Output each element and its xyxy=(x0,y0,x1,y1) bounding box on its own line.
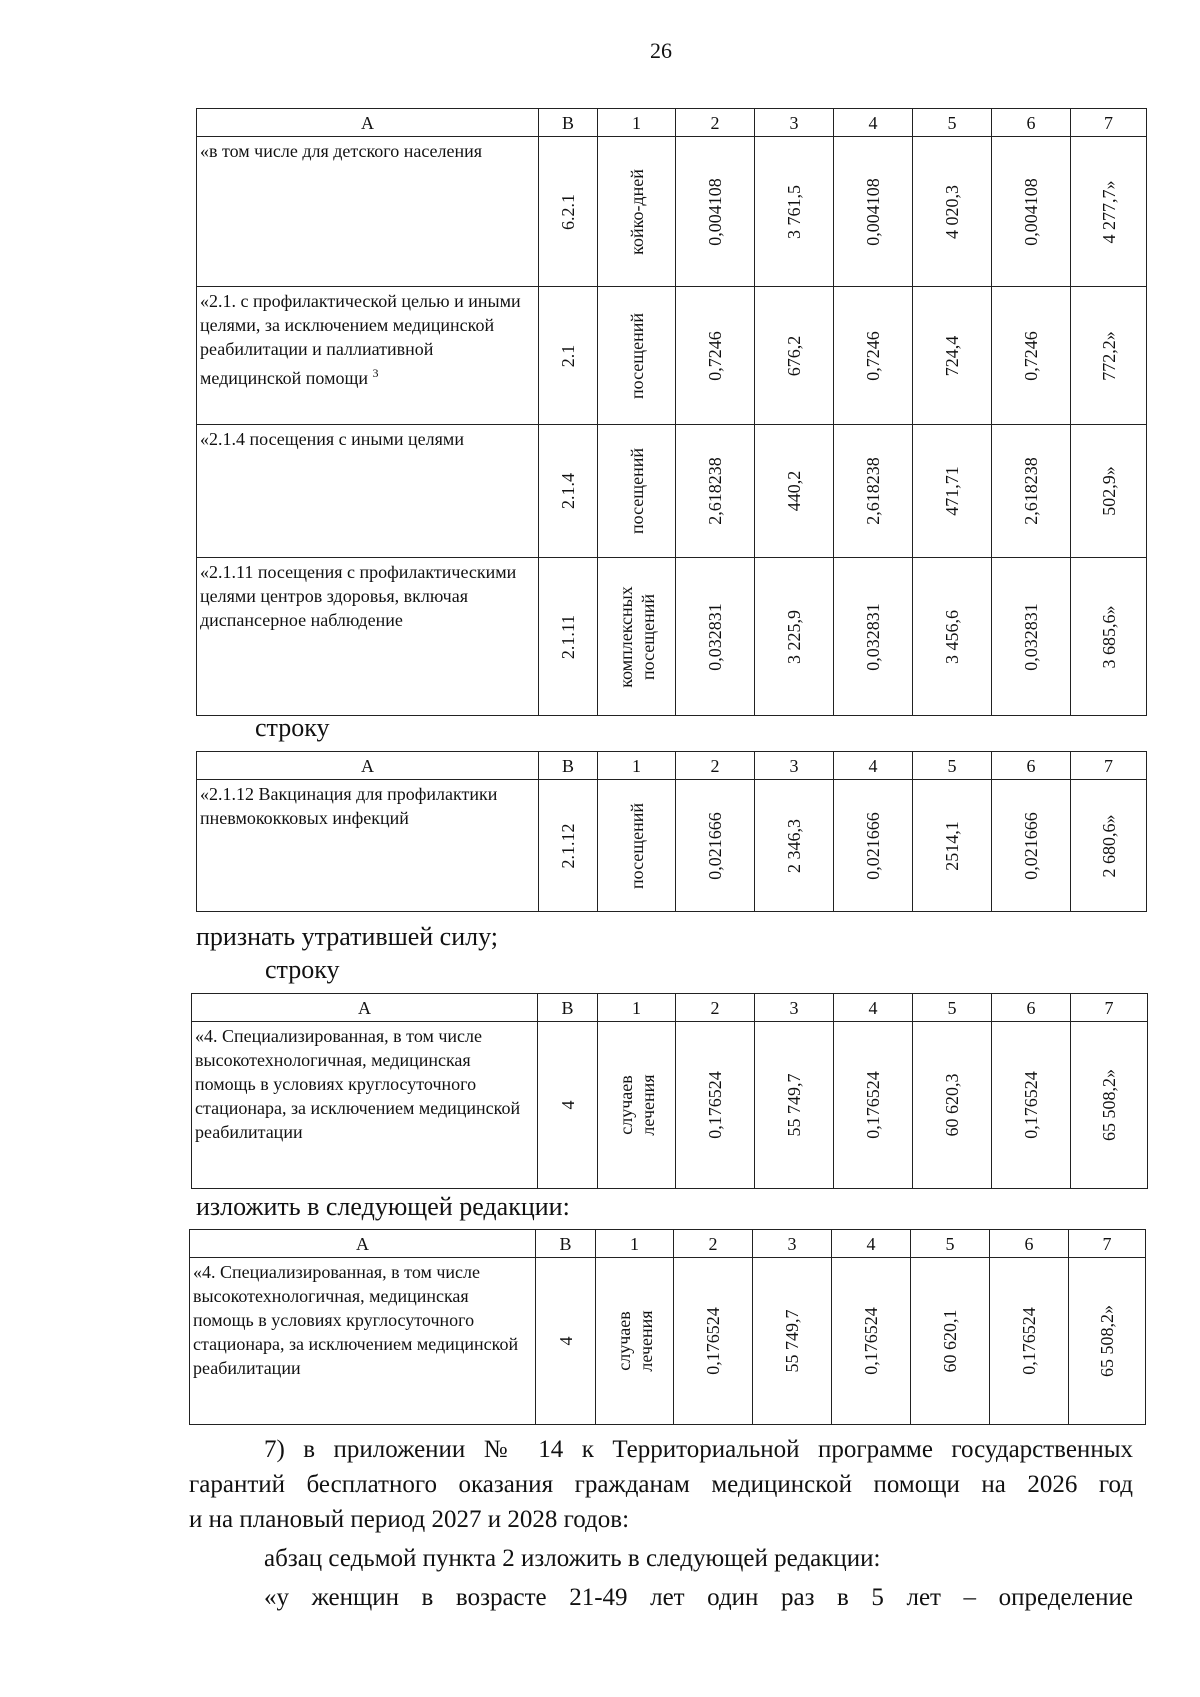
value-cell xyxy=(992,780,1071,912)
value-cell xyxy=(992,1022,1071,1189)
value-cell xyxy=(911,1258,990,1425)
rotated-value: случаев лечения xyxy=(613,1310,656,1372)
rotated-value: 772,2» xyxy=(1098,330,1119,381)
row-description-text: «в том числе для детского населения xyxy=(200,141,483,161)
header-cell: 7 xyxy=(1071,109,1147,137)
table-row xyxy=(197,137,1147,287)
value-cell xyxy=(596,1258,674,1425)
rotated-value: 55 749,7 xyxy=(782,1309,802,1373)
row-description-text: «2.1.11 посещения с профилактическими целями центров здоровья, включая диспансерное наблюдение xyxy=(200,562,517,630)
rotated-value: 0,7246 xyxy=(863,330,883,381)
page-number: 26 xyxy=(650,38,672,63)
rotated-value: 4 xyxy=(555,1336,576,1346)
header-cell: 3 xyxy=(755,109,834,137)
header-cell: 6 xyxy=(992,994,1071,1022)
header-cell: 4 xyxy=(834,994,913,1022)
value-cell xyxy=(676,425,755,558)
rotated-value: 4 020,3 xyxy=(942,184,962,239)
value-cell xyxy=(598,780,676,912)
rotated-value: 3 761,5 xyxy=(784,184,804,239)
rotated-value: 0,176524 xyxy=(863,1071,883,1139)
value-cell xyxy=(598,137,676,287)
rotated-value: 3 685,6» xyxy=(1098,605,1119,668)
header-cell: 5 xyxy=(913,994,992,1022)
value-cell xyxy=(676,287,755,425)
header-row xyxy=(190,1230,1146,1258)
rotated-value: 724,4 xyxy=(942,335,962,376)
header-cell: 6 xyxy=(990,1230,1069,1258)
rotated-value: 6.2.1 xyxy=(558,193,578,230)
table-row xyxy=(197,425,1147,558)
value-cell xyxy=(992,287,1071,425)
rotated-value: 0,176524 xyxy=(705,1071,725,1139)
value-cell xyxy=(834,780,913,912)
text-stroku-2: строку xyxy=(265,955,340,984)
header-cell: 3 xyxy=(755,994,834,1022)
header-cell: 3 xyxy=(753,1230,832,1258)
table-specialized-new xyxy=(189,1229,1146,1425)
header-row xyxy=(197,752,1147,780)
header-cell: 1 xyxy=(598,109,676,137)
row-description-text: «4. Специализированная, в том числе высокотехнологичная, медицинская помощь в условиях круглосуточного стационара, за исключением медицинской реабилитации xyxy=(195,1026,521,1142)
row-description-text: «4. Специализированная, в том числе высокотехнологичная, медицинская помощь в условиях круглосуточного стационара, за исключением медицинской реабилитации xyxy=(193,1262,519,1378)
table-row xyxy=(190,1258,1146,1425)
value-cell xyxy=(913,780,992,912)
rotated-value: 0,004108 xyxy=(1021,177,1041,246)
rotated-value: 3 456,6 xyxy=(942,609,962,664)
header-cell: 4 xyxy=(832,1230,911,1258)
header-cell: 5 xyxy=(913,109,992,137)
value-cell xyxy=(834,558,913,716)
row-description xyxy=(190,1258,536,1425)
header-cell: 7 xyxy=(1071,752,1147,780)
rotated-value: 440,2 xyxy=(784,470,804,512)
rotated-value: 0,176524 xyxy=(1021,1071,1041,1139)
value-cell xyxy=(913,1022,992,1189)
value-cell xyxy=(913,558,992,716)
value-cell xyxy=(676,558,755,716)
value-cell xyxy=(834,137,913,287)
rotated-value: 0,032831 xyxy=(705,602,725,671)
value-cell xyxy=(598,558,676,716)
paragraph-7-line3: и на плановый период 2027 и 2028 годов: xyxy=(189,1506,630,1533)
paragraph-7-line5: «у женщин в возрасте 21-49 лет один раз в 5 лет – определение xyxy=(264,1584,1133,1611)
rotated-value: случаев лечения xyxy=(615,1074,658,1136)
value-cell xyxy=(539,287,598,425)
value-cell xyxy=(913,287,992,425)
table-row xyxy=(197,287,1147,425)
value-cell xyxy=(992,558,1071,716)
rotated-value: 0,032831 xyxy=(1021,602,1041,671)
value-cell xyxy=(1069,1258,1146,1425)
rotated-value: комплексных посещений xyxy=(615,585,658,688)
value-cell xyxy=(674,1258,753,1425)
value-cell xyxy=(753,1258,832,1425)
table-row xyxy=(197,780,1147,912)
value-cell xyxy=(832,1258,911,1425)
rotated-value: койко-дней xyxy=(626,168,647,255)
rotated-value: 2,618238 xyxy=(1021,457,1041,525)
header-cell: 7 xyxy=(1071,994,1148,1022)
rotated-value: 0,021666 xyxy=(705,811,725,880)
data-table xyxy=(191,993,1148,1189)
rotated-value: 676,2 xyxy=(784,335,804,376)
rotated-value: 2.1.11 xyxy=(558,614,578,659)
header-cell: 3 xyxy=(755,752,834,780)
rotated-value: 55 749,7 xyxy=(784,1073,804,1137)
header-cell: 6 xyxy=(992,752,1071,780)
rotated-value: 471,71 xyxy=(942,466,962,516)
rotated-value: 2,618238 xyxy=(863,457,883,525)
header-cell: 1 xyxy=(598,994,676,1022)
header-cell: А xyxy=(192,994,538,1022)
value-cell xyxy=(1071,558,1147,716)
header-cell: 4 xyxy=(834,752,913,780)
value-cell xyxy=(676,137,755,287)
rotated-value: посещений xyxy=(626,802,647,889)
rotated-value: 2 680,6» xyxy=(1098,814,1119,877)
row-description xyxy=(197,287,539,425)
header-cell: 4 xyxy=(834,109,913,137)
rotated-value: 2.1.12 xyxy=(558,823,578,868)
value-cell xyxy=(755,425,834,558)
value-cell xyxy=(1071,425,1147,558)
value-cell xyxy=(834,1022,913,1189)
value-cell xyxy=(755,137,834,287)
header-cell: В xyxy=(539,752,598,780)
rotated-value: посещений xyxy=(626,447,647,535)
rotated-value: 2514,1 xyxy=(942,820,962,871)
value-cell xyxy=(539,780,598,912)
value-cell xyxy=(755,287,834,425)
header-cell: 7 xyxy=(1069,1230,1146,1258)
rotated-value: 0,176524 xyxy=(703,1307,723,1375)
value-cell xyxy=(834,287,913,425)
header-cell: 6 xyxy=(992,109,1071,137)
rotated-value: 0,176524 xyxy=(1019,1307,1039,1375)
text-stroku-1: строку xyxy=(255,713,330,742)
row-description xyxy=(192,1022,538,1189)
header-cell: А xyxy=(197,752,539,780)
value-cell xyxy=(539,425,598,558)
header-cell: В xyxy=(538,994,598,1022)
table-vaccination xyxy=(196,751,1147,912)
header-row xyxy=(197,109,1147,137)
value-cell xyxy=(990,1258,1069,1425)
header-cell: 1 xyxy=(596,1230,674,1258)
rotated-value: 0,004108 xyxy=(863,177,883,246)
rotated-value: 2.1 xyxy=(558,344,578,367)
value-cell xyxy=(834,425,913,558)
value-cell xyxy=(598,287,676,425)
header-cell: А xyxy=(190,1230,536,1258)
header-cell: 2 xyxy=(676,752,755,780)
header-row xyxy=(192,994,1148,1022)
data-table xyxy=(196,108,1147,716)
rotated-value: 2,618238 xyxy=(705,457,725,525)
row-description xyxy=(197,780,539,912)
rotated-value: 60 620,3 xyxy=(942,1073,962,1137)
paragraph-7-line4: абзац седьмой пункта 2 изложить в следующей редакции: xyxy=(264,1545,881,1572)
table-row xyxy=(197,558,1147,716)
value-cell xyxy=(1071,137,1147,287)
rotated-value: 0,004108 xyxy=(705,177,725,246)
rotated-value: 2 346,3 xyxy=(784,818,804,873)
value-cell xyxy=(1071,287,1147,425)
header-cell: 5 xyxy=(911,1230,990,1258)
value-cell xyxy=(676,780,755,912)
rotated-value: 0,032831 xyxy=(863,602,883,671)
header-cell: 2 xyxy=(676,109,755,137)
rotated-value: 60 620,1 xyxy=(940,1309,960,1373)
value-cell xyxy=(913,425,992,558)
value-cell xyxy=(755,780,834,912)
value-cell xyxy=(992,425,1071,558)
table-row xyxy=(192,1022,1148,1189)
header-cell: В xyxy=(536,1230,596,1258)
rotated-value: 0,176524 xyxy=(861,1307,881,1375)
value-cell xyxy=(992,137,1071,287)
rotated-value: 0,021666 xyxy=(1021,811,1041,880)
rotated-value: 3 225,9 xyxy=(784,609,804,664)
rotated-value: 0,7246 xyxy=(705,330,725,381)
text-edit-instruction: изложить в следующей редакции: xyxy=(196,1192,570,1221)
rotated-value: 2.1.4 xyxy=(558,473,578,509)
row-description-text: «2.1.4 посещения с иными целями xyxy=(200,429,464,449)
row-description-text: «2.1. с профилактической целью и иными целями, за исключением медицинской реабилитации и паллиативной медицинской помощи xyxy=(200,291,521,388)
rotated-value: 502,9» xyxy=(1098,466,1119,516)
value-cell xyxy=(598,425,676,558)
value-cell xyxy=(913,137,992,287)
row-description xyxy=(197,137,539,287)
rotated-value: посещений xyxy=(626,312,647,399)
value-cell xyxy=(755,558,834,716)
value-cell xyxy=(676,1022,755,1189)
rotated-value: 0,7246 xyxy=(1021,330,1041,381)
rotated-value: 65 508,2» xyxy=(1097,1305,1117,1377)
header-cell: 5 xyxy=(913,752,992,780)
row-description-text: «2.1.12 Вакцинация для профилактики пневмококковых инфекций xyxy=(200,784,498,828)
rotated-value: 4 xyxy=(557,1100,578,1110)
value-cell xyxy=(538,1022,598,1189)
header-cell: В xyxy=(539,109,598,137)
table-specialized-old xyxy=(191,993,1148,1189)
paragraph-7-line1: 7) в приложении № 14 к Территориальной программе государственных xyxy=(264,1436,1133,1463)
rotated-value: 65 508,2» xyxy=(1099,1069,1119,1141)
value-cell xyxy=(539,558,598,716)
value-cell xyxy=(755,1022,834,1189)
value-cell xyxy=(539,137,598,287)
rotated-value: 0,021666 xyxy=(863,811,883,880)
value-cell xyxy=(598,1022,676,1189)
paragraph-7-line2: гарантий бесплатного оказания гражданам медицинской помощи на 2026 год xyxy=(189,1471,1133,1498)
header-cell: А xyxy=(197,109,539,137)
table-indicators-1 xyxy=(196,108,1147,716)
value-cell xyxy=(536,1258,596,1425)
data-table xyxy=(196,751,1147,912)
value-cell xyxy=(1071,1022,1148,1189)
rotated-value: 4 277,7» xyxy=(1098,180,1119,243)
header-cell: 2 xyxy=(676,994,755,1022)
data-table xyxy=(189,1229,1146,1425)
row-description xyxy=(197,425,539,558)
footnote-marker: 3 xyxy=(372,366,379,380)
header-cell: 1 xyxy=(598,752,676,780)
value-cell xyxy=(1071,780,1147,912)
text-annulled: признать утратившей силу; xyxy=(196,922,498,951)
row-description xyxy=(197,558,539,716)
header-cell: 2 xyxy=(674,1230,753,1258)
